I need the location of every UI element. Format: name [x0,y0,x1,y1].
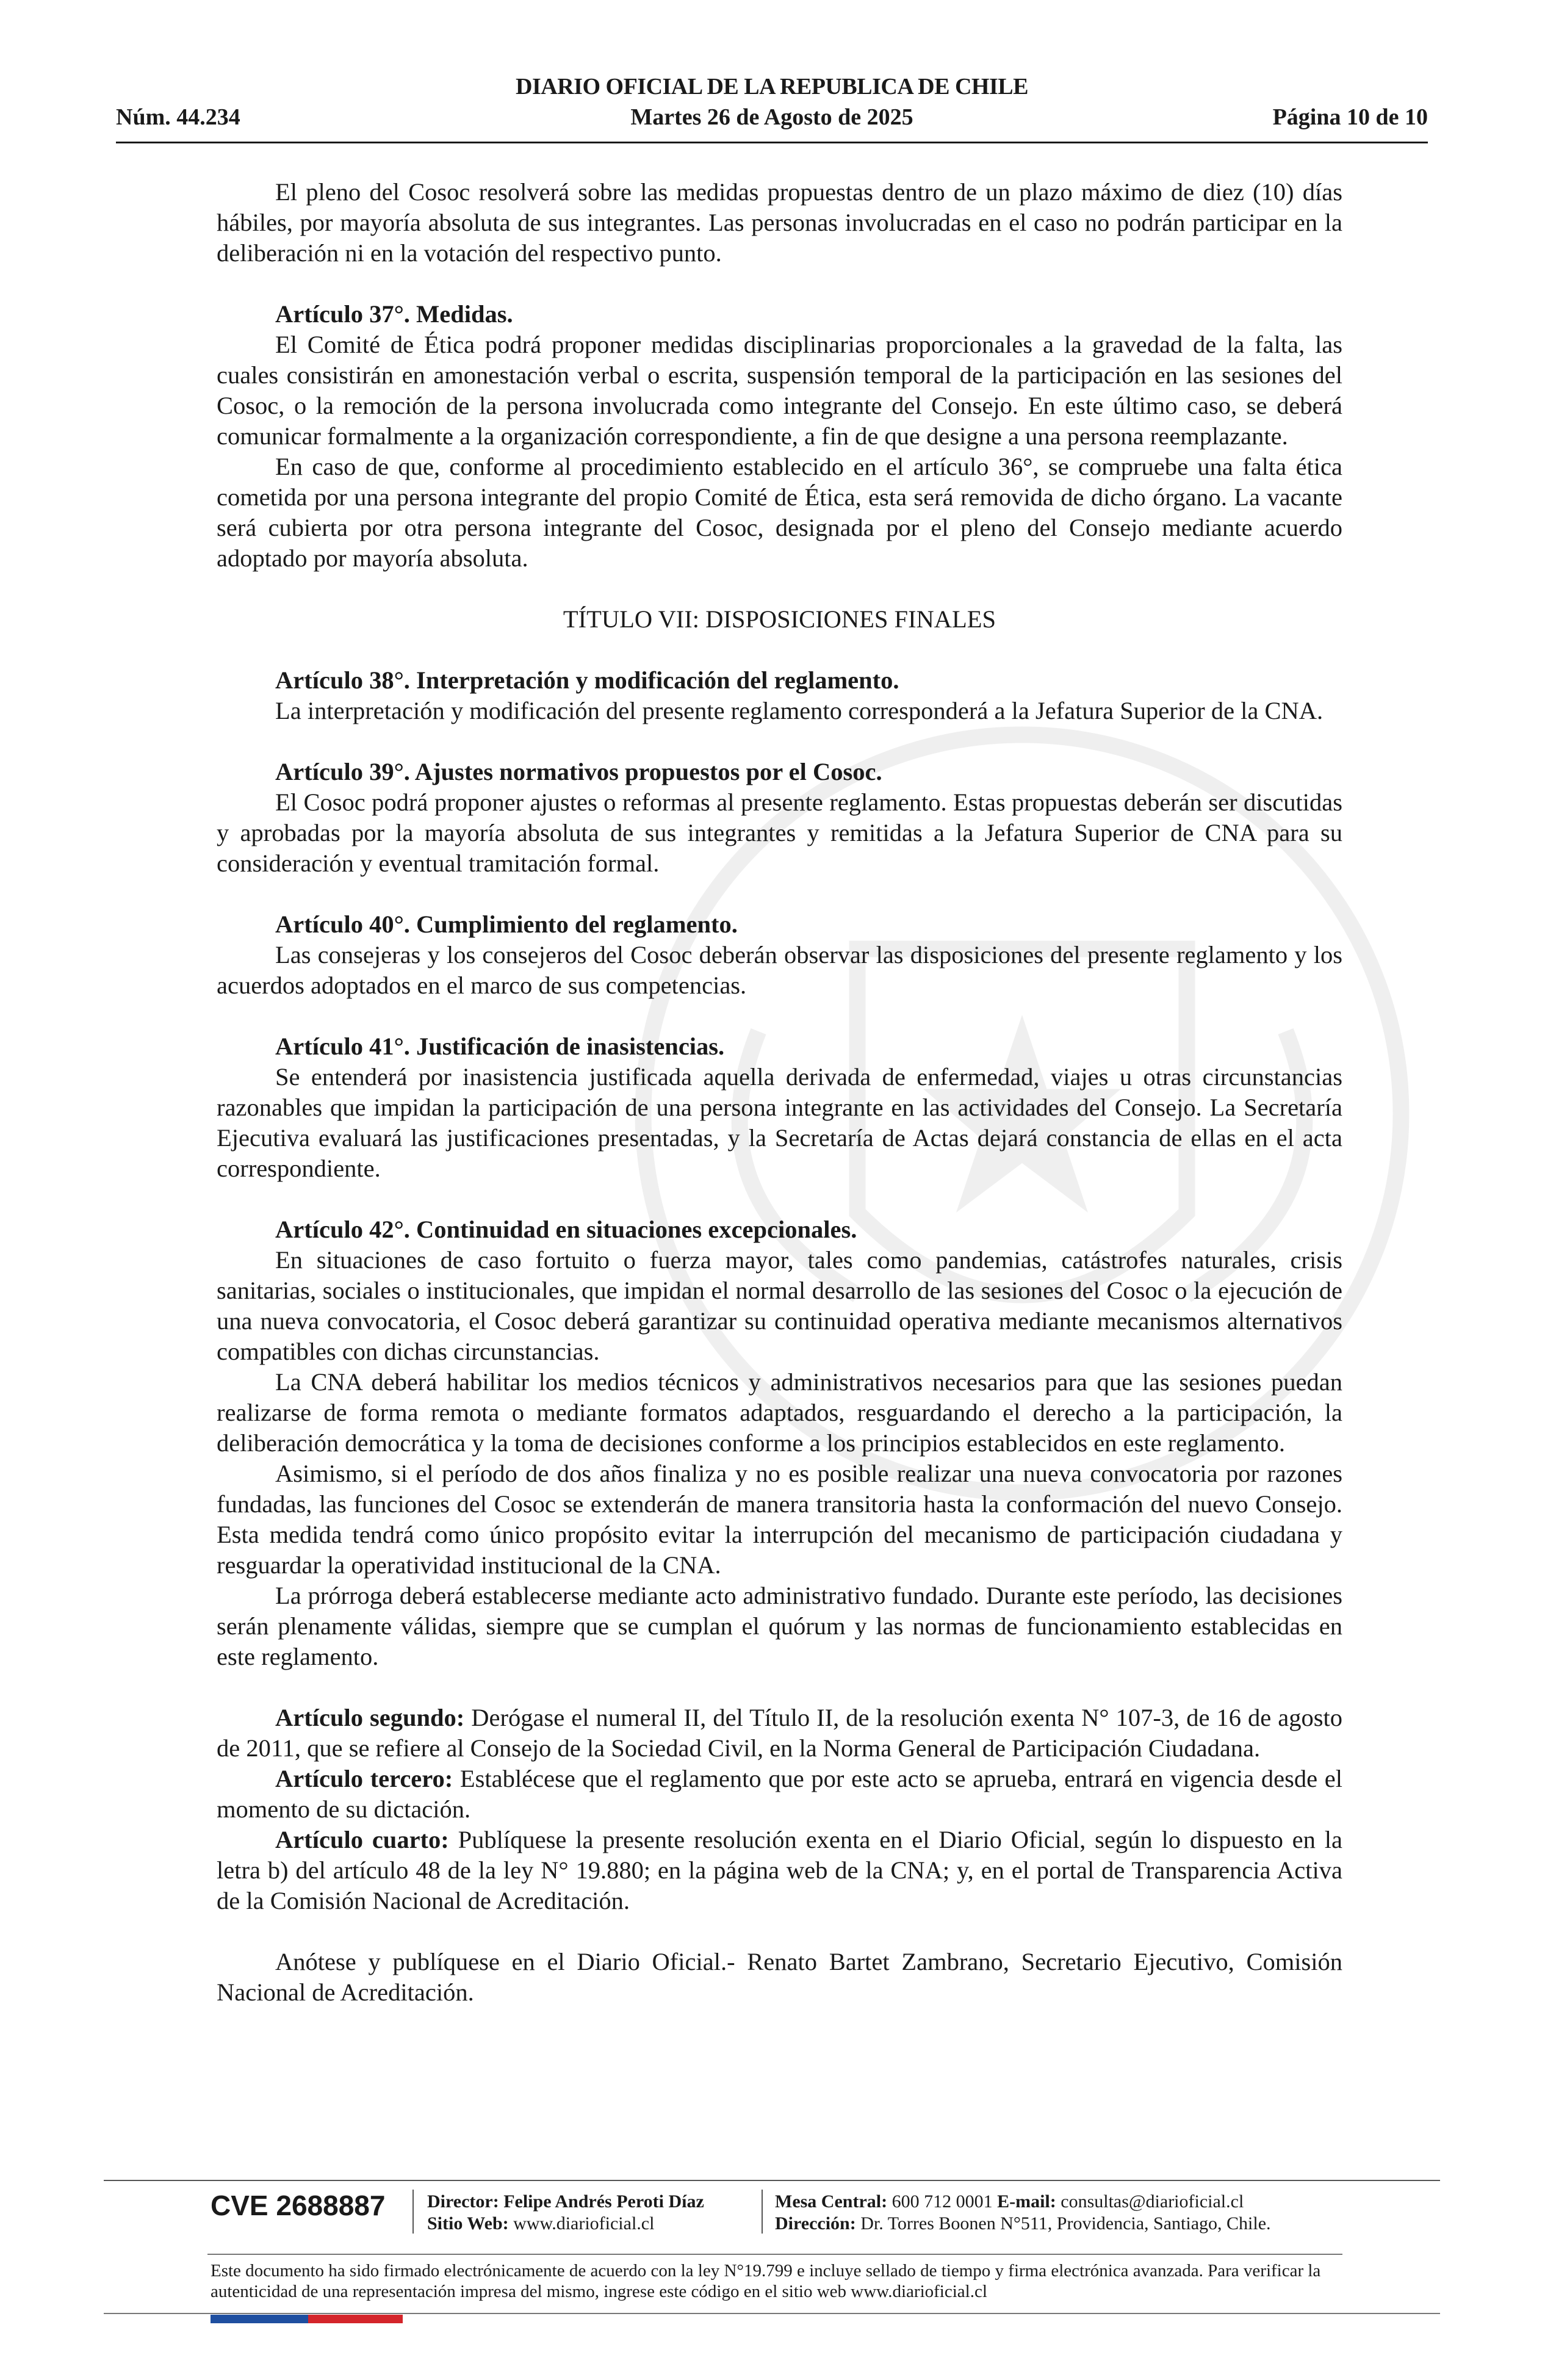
page-number: Página 10 de 10 [1272,104,1428,130]
newspaper-title: DIARIO OFICIAL DE LA REPUBLICA DE CHILE [516,74,1028,99]
paragraph: La prórroga deberá establecerse mediante acto administrativo fundado. Durante este período, las decisiones serán plenamente válidas, siempre que se cumplan el quórum y las normas de funcionamiento establecidas en este reglamento. [217,1582,1342,1670]
article-cuarto [217,1825,1342,1916]
footer-contact-block [775,2191,1271,2235]
paragraph: La CNA deberá habilitar los medios técnicos y administrativos necesarios para que las sesiones puedan realizarse de forma remota o mediante formatos adaptados, resguardando el derecho a la participación, la deliberación democrática y la toma de decisiones conforme a los principios establecidos en este reglamento. [217,1368,1342,1457]
article-text: Derógase el numeral II, del Título II, de la resolución exenta N° 107-3, de 16 de agosto de 2011, que se refiere al Consejo de la Sociedad Civil, en la Norma General de Participación Ciudadana. [217,1704,1342,1762]
footer-director-block [427,2191,704,2235]
website-label: Sitio Web: [427,2213,509,2234]
footer-separator [762,2190,763,2234]
mesa-label: Mesa Central: [775,2191,888,2212]
footer-separator [412,2190,414,2234]
footer-divider [207,2254,1342,2255]
paragraph: La interpretación y modificación del presente reglamento corresponderá a la Jefatura Superior de la CNA. [275,697,1324,724]
article-label: Artículo tercero: [275,1765,453,1792]
address-text: Dr. Torres Boonen N°511, Providencia, Santiago, Chile. [855,2213,1271,2234]
article-heading: Artículo 40°. Cumplimiento del reglamento. [275,911,738,938]
director-label: Director: [427,2191,499,2212]
article-label: Artículo segundo: [275,1704,465,1731]
paragraph: El Cosoc podrá proponer ajustes o reformas al presente reglamento. Estas propuestas deberán ser discutidas y aprobadas por la mayoría absoluta de sus integrantes y remitidas a la Jefatura Superior de CNA para su consideración y eventual tramitación formal. [217,788,1342,877]
article-tercero [217,1764,1342,1825]
flag-stripe-red [308,2315,403,2323]
article-heading: Artículo 38°. Interpretación y modificación del reglamento. [275,666,899,694]
issue-number: Núm. 44.234 [116,104,240,130]
article-heading: Artículo 37°. Medidas. [275,300,513,328]
mesa-phone: 600 712 0001 [887,2191,998,2212]
article-label: Artículo cuarto: [275,1826,449,1853]
article-segundo [217,1703,1342,1764]
signature-notice: Este documento ha sido firmado electrónicamente de acuerdo con la ley N°19.799 e incluye sellado de tiempo y firma electrónica avanzada. Para verificar la autenticidad de una representación impresa del mismo, ingrese este código en el sitio web www.diarioficial.cl [211,2261,1321,2301]
email-link[interactable]: consultas@diarioficial.cl [1056,2191,1244,2212]
document-body [217,177,1342,2008]
address-label: Dirección: [775,2213,856,2234]
paragraph: Se entenderá por inasistencia justificada aquella derivada de enfermedad, viajes u otras circunstancias razonables que impidan la participación de una persona integrante en las actividades del Consejo. La Secretaría Ejecutiva evaluará las justificaciones presentadas, y la Secretaría de Actas dejará constancia de ellas en el acta correspondiente. [217,1063,1342,1182]
article-text: Establécese que el reglamento que por este acto se aprueba, entrará en vigencia desde el momento de su dictación. [217,1765,1342,1823]
article-heading: Artículo 41°. Justificación de inasistencias. [275,1033,725,1060]
closing-signature: Anótese y publíquese en el Diario Oficial.- Renato Bartet Zambrano, Secretario Ejecutivo, Comisión Nacional de Acreditación. [217,1948,1342,2006]
director-name: Felipe Andrés Peroti Díaz [499,2191,704,2212]
cve-code: CVE 2688887 [211,2190,386,2221]
page-header [116,73,1428,146]
website-link[interactable]: www.diarioficial.cl [508,2213,655,2234]
footer-divider [104,2313,1440,2314]
article-heading: Artículo 39°. Ajustes normativos propuestos por el Cosoc. [275,758,882,785]
paragraph: Asimismo, si el período de dos años finaliza y no es posible realizar una nueva convocatoria por razones fundadas, las funciones del Cosoc se extenderán de manera transitoria hasta la conformación del nuevo Consejo. Esta medida tendrá como único propósito evitar la interrupción del mecanismo de participación ciudadana y resguardar la operatividad institucional de la CNA. [217,1460,1342,1579]
paragraph: El pleno del Cosoc resolverá sobre las medidas propuestas dentro de un plazo máximo de diez (10) días hábiles, por mayoría absoluta de sus integrantes. Las personas involucradas en el caso no podrán participar en la deliberación ni en la votación del respectivo punto. [217,178,1342,267]
issue-date: Martes 26 de Agosto de 2025 [630,104,913,130]
email-label: E-mail: [997,2191,1056,2212]
header-divider [116,142,1428,143]
footer-divider [104,2180,1440,2181]
paragraph: Las consejeras y los consejeros del Cosoc deberán observar las disposiciones del presente reglamento y los acuerdos adoptados en el marco de sus competencias. [217,941,1342,999]
article-heading: Artículo 42°. Continuidad en situaciones excepcionales. [275,1216,857,1243]
paragraph: En caso de que, conforme al procedimiento establecido en el artículo 36°, se compruebe una falta ética cometida por una persona integrante del propio Comité de Ética, esta será removida de dicho órgano. La vacante será cubierta por otra persona integrante del Cosoc, designada por el pleno del Consejo mediante acuerdo adoptado por mayoría absoluta. [217,453,1342,572]
article-text: Publíquese la presente resolución exenta en el Diario Oficial, según lo dispuesto en la letra b) del artículo 48 de la ley N° 19.880; en la página web de la CNA; y, en el portal de Transparencia Activa de la Comisión Nacional de Acreditación. [217,1826,1342,1914]
section-title: TÍTULO VII: DISPOSICIONES FINALES [563,605,996,633]
paragraph: En situaciones de caso fortuito o fuerza mayor, tales como pandemias, catástrofes naturales, crisis sanitarias, sociales o institucionales, que impidan el normal desarrollo de las sesiones del Cosoc o la ejecución de una nueva convocatoria, el Cosoc deberá garantizar su continuidad operativa mediante mecanismos alternativos compatibles con dichas circunstancias. [217,1246,1342,1365]
flag-stripe-blue [211,2315,308,2323]
paragraph: El Comité de Ética podrá proponer medidas disciplinarias proporcionales a la gravedad de la falta, las cuales consistirán en amonestación verbal o escrita, suspensión temporal de la participación en las sesiones del Cosoc, o la remoción de la persona involucrada como integrante del Consejo. En este último caso, se deberá comunicar formalmente a la organización correspondiente, a fin de que designe a una persona reemplazante. [217,331,1342,450]
